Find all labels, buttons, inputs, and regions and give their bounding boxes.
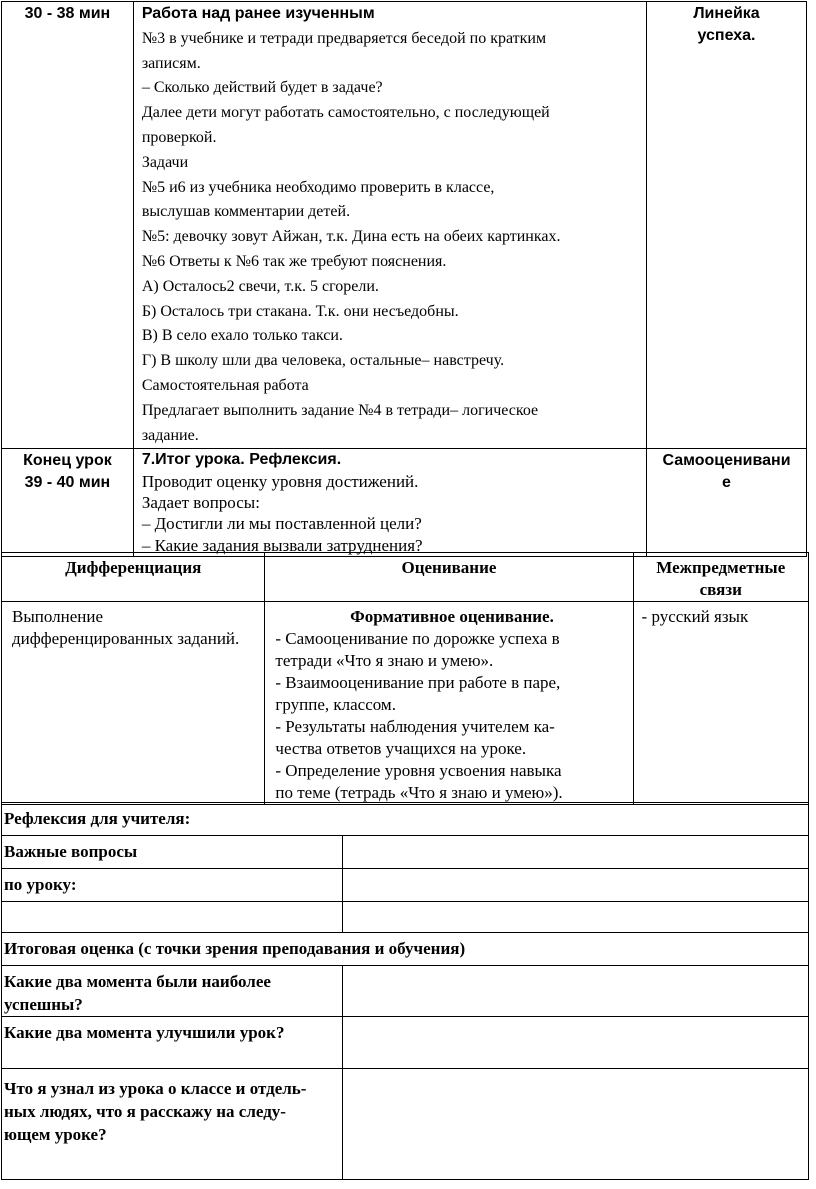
stage-line: В) В село ехало только такси. <box>141 327 343 345</box>
question-row <box>2 966 809 1017</box>
stage-line: Самостоятельная работа <box>141 376 309 394</box>
stage-resource-cell <box>647 2 807 449</box>
stage-time: 39 - 40 мин <box>24 473 111 491</box>
header-links-label: связи <box>699 580 742 599</box>
header-differentiation-label: Дифференциация <box>65 558 202 577</box>
reflection-title-cell <box>2 803 809 836</box>
stage-content-cell <box>133 449 646 556</box>
reflection-table <box>1 802 809 1180</box>
important-questions-label: Важные вопросы <box>4 842 138 861</box>
stage-line: Г) В школу шли два человека, остальные– навстречу. <box>141 352 505 370</box>
stage-line: записям. <box>141 54 201 72</box>
reflection-title: Рефлексия для учителя: <box>4 809 191 828</box>
stage-time: Конец урок <box>23 452 112 470</box>
answer-cell <box>342 1069 808 1180</box>
links-cell <box>633 602 808 805</box>
links-value: - русский язык <box>641 607 749 626</box>
assessment-line: - Взаимооценивание при работе в паре, <box>275 673 561 692</box>
stage-line: – Достигли ли мы поставленной цели? <box>141 514 422 534</box>
stage-line: – Какие задания вызвали затруднения? <box>141 535 423 555</box>
differentiation-table <box>1 552 809 805</box>
question-text: Какие два момента были наиболее <box>4 972 271 991</box>
question-text: Что я узнал из урока о классе и отдель- <box>4 1079 307 1098</box>
stage-time-cell <box>2 2 134 449</box>
stage-line: проверкой. <box>141 128 217 146</box>
question-text: ных людях, что я расскажу на следу- <box>4 1102 286 1121</box>
stage-heading: Работа над ранее изученным <box>141 5 375 22</box>
assessment-title: Формативное оценивание. <box>350 607 554 626</box>
assessment-line: - Определение уровня усвоения навыка <box>275 761 562 780</box>
stage-line: Задает вопросы: <box>141 492 260 512</box>
answer-cell <box>342 966 808 1017</box>
stage-line: №6 Ответы к №6 так же требуют пояснения. <box>141 252 447 270</box>
assessment-line: по теме (тетрадь «Что я знаю и умею»). <box>275 783 563 802</box>
answer-cell <box>342 836 808 869</box>
answer-cell <box>342 1017 808 1069</box>
differentiation-text: дифференцированных заданий. <box>12 629 240 648</box>
differentiation-body-row <box>2 602 809 805</box>
question-cell <box>2 966 343 1017</box>
differentiation-header-row <box>2 553 809 602</box>
assessment-line: тетради «Что я знаю и умею». <box>275 651 494 670</box>
final-assessment-cell <box>2 933 809 966</box>
answer-cell <box>342 902 808 933</box>
stage-line: – Сколько действий будет в задаче? <box>141 79 383 97</box>
stage-resource-cell <box>647 449 807 556</box>
assessment-line: - Результаты наблюдения учителем ка- <box>275 717 555 736</box>
stage-line: Задачи <box>141 153 189 171</box>
stage-time: 30 - 38 мин <box>24 5 111 22</box>
question-cell <box>2 1017 343 1069</box>
question-cell <box>2 1069 343 1180</box>
stage-resource: успеха. <box>697 27 756 44</box>
stage-line: выслушав комментарии детей. <box>141 203 351 221</box>
header-links <box>633 553 808 602</box>
stage-line: Проводит оценку уровня достижений. <box>141 471 419 491</box>
by-lesson-cell <box>2 869 343 902</box>
header-assessment-label: Оценивание <box>401 558 497 577</box>
stage-line: №3 в учебнике и тетради предваряется беседой по кратким <box>141 29 547 47</box>
important-questions-cell <box>2 836 343 869</box>
assessment-line: группе, классом. <box>275 695 396 714</box>
stage-heading: 7.Итог урока. Рефлексия. <box>141 451 342 469</box>
stage-time-cell <box>2 449 134 556</box>
stage-content-cell <box>133 2 646 449</box>
stage-line: Б) Осталось три стакана. Т.к. они несъедобны. <box>141 302 459 320</box>
lesson-stages-table <box>1 1 807 557</box>
by-lesson-row <box>2 869 809 902</box>
header-differentiation <box>2 553 265 602</box>
by-lesson-label: по уроку: <box>4 875 77 894</box>
assessment-line: чества ответов учащихся на уроке. <box>275 739 527 758</box>
empty-row <box>2 902 809 933</box>
final-assessment-title: Итоговая оценка (с точки зрения преподавания и обучения) <box>4 939 466 958</box>
stage-line: №5 и6 из учебника необходимо проверить в классе, <box>141 178 495 196</box>
differentiation-text: Выполнение <box>12 607 104 626</box>
stage-line: №5: девочку зовут Айжан, т.к. Дина есть на обеих картинках. <box>141 228 561 246</box>
question-row <box>2 1017 809 1069</box>
assessment-cell <box>265 602 633 805</box>
question-text: успешны? <box>4 995 83 1014</box>
stage-resource: Самооценивани <box>662 452 791 470</box>
stage-row-end <box>2 449 807 556</box>
answer-cell <box>342 869 808 902</box>
question-row <box>2 1069 809 1180</box>
empty-cell <box>2 902 343 933</box>
stage-row-work <box>2 2 807 449</box>
stage-resource: е <box>722 473 731 491</box>
final-assessment-row <box>2 933 809 966</box>
differentiation-cell <box>2 602 265 805</box>
stage-line: задание. <box>141 426 199 444</box>
stage-line: Далее дети могут работать самостоятельно, с последующей <box>141 104 550 122</box>
question-text: ющем уроке? <box>4 1125 107 1144</box>
assessment-line: - Самооценивание по дорожке успеха в <box>275 629 560 648</box>
question-text: Какие два момента улучшили урок? <box>4 1023 285 1042</box>
header-links-label: Межпредметные <box>656 558 786 577</box>
header-assessment <box>265 553 633 602</box>
reflection-title-row <box>2 803 809 836</box>
stage-line: Предлагает выполнить задание №4 в тетради– логическое <box>141 401 539 419</box>
stage-line: А) Осталось2 свечи, т.к. 5 сгорели. <box>141 277 379 295</box>
stage-resource: Линейка <box>693 5 760 22</box>
important-questions-row <box>2 836 809 869</box>
